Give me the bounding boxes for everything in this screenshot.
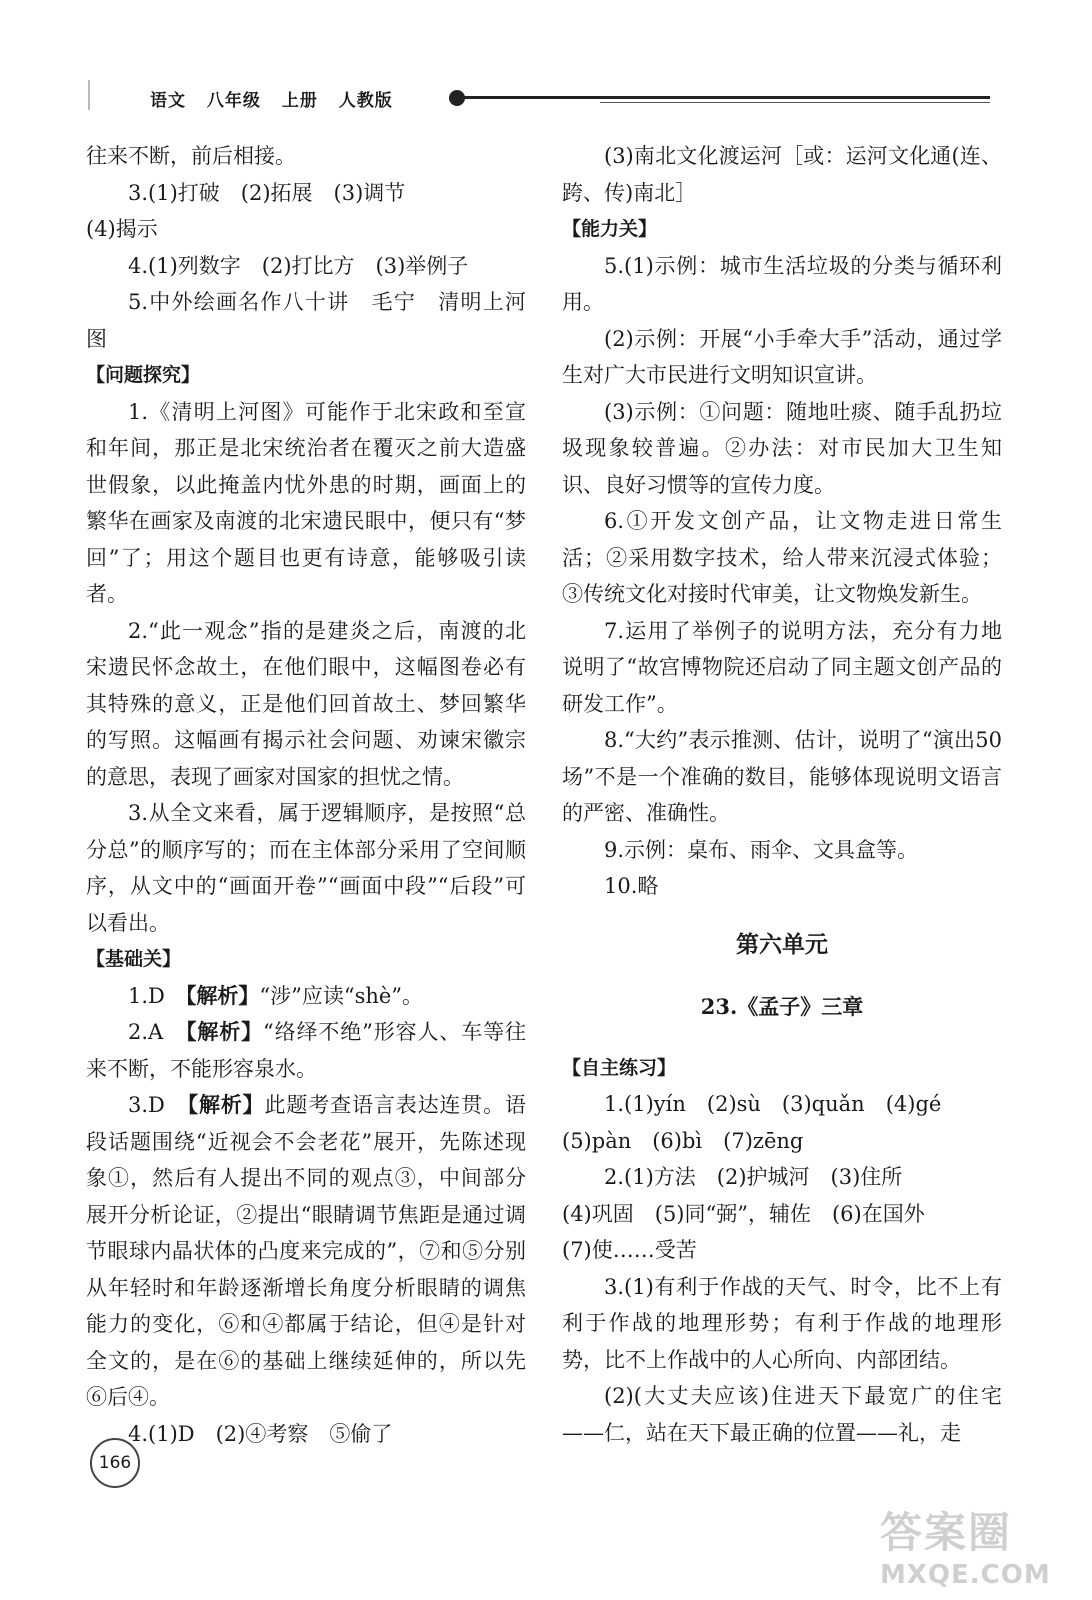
section-heading: 【自主练习】: [562, 1056, 677, 1079]
page-header: [0, 80, 1092, 120]
answer-paragraph: 5.中外绘画名作八十讲 毛宁 清明上河图: [86, 290, 526, 351]
answer-paragraph: (4)巩固 (5)同“弼”，辅佐 (6)在国外: [562, 1201, 925, 1226]
answer-paragraph: (5)pàn (6)bì (7)zēng: [562, 1128, 804, 1153]
answer-paragraph: 4.(1)D (2)④考察 ⑤偷了: [128, 1421, 393, 1446]
answer-paragraph: (3)示例：①问题：随地吐痰、随手乱扔垃圾现象较普遍。②办法：对市民加大卫生知识、良好习惯等的宣传力度。: [562, 399, 1002, 497]
answer-paragraph: [86, 1014, 526, 1087]
answer-paragraph: (2)示例：开展“小手牵大手”活动，通过学生对广大市民进行文明知识宣讲。: [562, 326, 1002, 387]
answer-paragraph: 6.①开发文创产品，让文物走进日常生活；②采用数字技术，给人带来沉浸式体验；③传统文化对接时代审美，让文物焕发新生。: [562, 509, 1002, 606]
analysis-label: 【解析】: [187, 1093, 265, 1117]
unit-title: 第六单元: [736, 931, 828, 958]
answer-paragraph: 5.(1)示例：城市生活垃圾的分类与循环利用。: [562, 253, 1002, 314]
answer-paragraph: 8.“大约”表示推测、估计，说明了“演出50场”不是一个准确的数目，能够体现说明文语言的严密、准确性。: [562, 728, 1002, 825]
answer-paragraph: 3.(1)有利于作战的天气、时令，比不上有利于作战的地理形势；有利于作战的地理形势，比不上作战中的人心所向、内部团结。: [562, 1274, 1002, 1372]
answer-paragraph: 1.(1)yín (2)sù (3)quǎn (4)gé: [604, 1092, 942, 1116]
answer-paragraph: 往来不断，前后相接。: [86, 144, 296, 168]
answer-paragraph: (4)揭示: [86, 217, 158, 241]
analysis-label: 【解析】: [185, 983, 260, 1008]
answer-paragraph: 4.(1)列数字 (2)打比方 (3)举例子: [128, 253, 469, 278]
analysis-text: 此题考查语言表达连贯。语段话题围绕“近视会不会老花”展开，先陈述现象①，然后有人提出不同的观点③，中间部分展开分析论证，②提出“眼睛调节焦距是通过调节眼球内晶状体的凸度来完成的”，⑦和⑤分别从年轻时和年龄逐渐增长角度分析眼睛的调焦能力的变化，⑥和④都属于结论，但④是针对全文的，是在⑥的基础上继续延伸的，所以先⑥后④。: [86, 1093, 527, 1409]
section-heading: 【能力关】: [562, 218, 658, 240]
page-number: 166: [90, 1438, 140, 1488]
answer-paragraph: 9.示例：桌布、雨伞、文具盒等。: [604, 837, 919, 862]
answer-paragraph: (7)使……受苦: [562, 1238, 697, 1262]
answer-paragraph: 2.(1)方法 (2)护城河 (3)住所: [604, 1165, 903, 1189]
answer-choice: 2.A: [128, 1020, 186, 1044]
header-title: [150, 86, 407, 111]
section-heading: 【问题探究】: [86, 364, 201, 386]
answer-paragraph: [86, 978, 526, 1015]
watermark-bottom: MXQE.COM: [880, 1560, 1051, 1590]
lesson-title: 23.《孟子》三章: [700, 994, 864, 1019]
header-tab-mark: [88, 80, 140, 110]
analysis-text: “涉”应读“shè”。: [259, 983, 424, 1008]
section-heading: 【基础关】: [86, 948, 182, 970]
header-subject: 语文: [150, 91, 186, 111]
analysis-label: 【解析】: [185, 1020, 263, 1044]
right-column: [562, 138, 1002, 1451]
answer-paragraph: (2)(大丈夫应该)住进天下最宽广的住宅——仁，站在天下最正确的位置——礼，走: [562, 1384, 1002, 1445]
header-edition: 人教版: [338, 91, 393, 111]
left-column: [86, 138, 526, 1452]
answer-paragraph: [86, 1087, 526, 1416]
answer-paragraph: 3.从全文来看，属于逻辑顺序，是按照“总分总”的顺序写的；而在主体部分采用了空间顺序，从文中的“画面开卷”“画面中段”“后段”可以看出。: [86, 801, 526, 935]
answer-paragraph: 7.运用了举例子的说明方法，充分有力地说明了“故宫博物院还启动了同主题文创产品的研发工作”。: [562, 618, 1002, 716]
watermark-logo: [880, 1500, 1080, 1590]
answer-choice: 3.D: [128, 1093, 188, 1117]
answer-paragraph: 3.(1)打破 (2)拓展 (3)调节: [128, 180, 406, 205]
answer-paragraph: 1.《清明上河图》可能作于北宋政和至宣和年间，那正是北宋统治者在覆灭之前大造盛世假象，以此掩盖内忧外患的时期，画面上的繁华在画家及南渡的北宋遗民眼中，便只有“梦回”了；用这个题目也更有诗意，能够吸引读者。: [86, 399, 526, 606]
watermark-top: 答案圈: [880, 1508, 1013, 1557]
header-rule: [462, 96, 990, 99]
analysis-text: “络绎不绝”形容人、车等往来不断，不能形容泉水。: [86, 1020, 526, 1081]
header-rule-thin: [600, 102, 990, 103]
answer-paragraph: (3)南北文化渡运河［或：运河文化通(连、跨、传)南北］: [562, 144, 1002, 205]
header-volume: 上册: [281, 91, 318, 111]
header-grade: 八年级: [206, 91, 261, 111]
answer-paragraph: 10.略: [604, 874, 659, 898]
answer-paragraph: 2.“此一观念”指的是建炎之后，南渡的北宋遗民怀念故土，在他们眼中，这幅图卷必有其特殊的意义，正是他们回首故土、梦回繁华的写照。这幅画有揭示社会问题、劝谏宋徽宗的意思，表现了画家对国家的担忧之情。: [86, 618, 526, 789]
answer-choice: 1.D: [128, 983, 186, 1008]
